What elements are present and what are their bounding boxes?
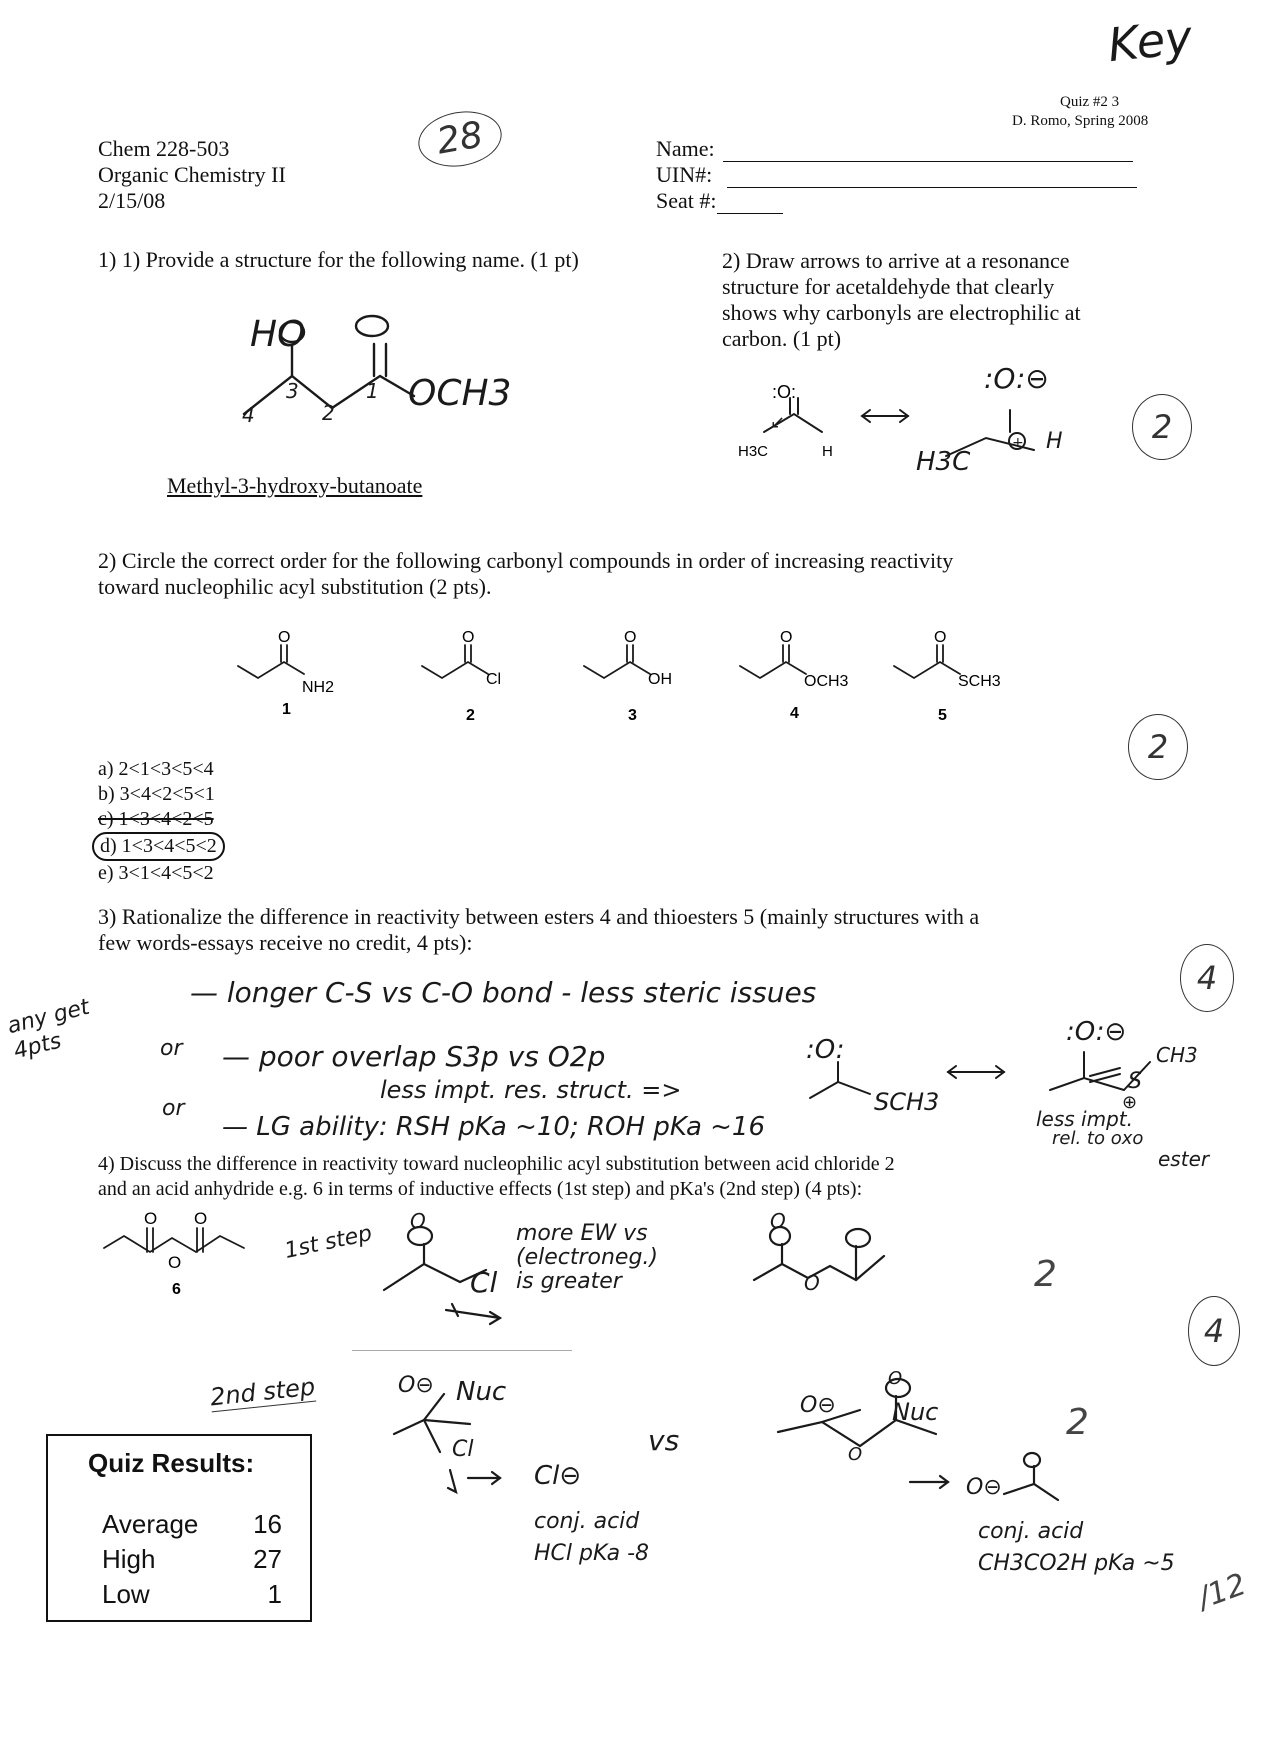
total-score: 28 [414, 105, 506, 173]
q3-o-left: :O: [806, 1035, 845, 1065]
step1-cl: Cl [470, 1266, 498, 1299]
name-field: Name: [656, 136, 1137, 162]
q2a-h: H [822, 443, 833, 460]
q4-grade: 4 [1188, 1296, 1240, 1366]
q2a-hand-h3c: H3C [916, 447, 971, 477]
q3-answer-line-1: — longer C-S vs C-O bond - less steric issues [190, 976, 817, 1009]
q3-margin-note: any get 4pts [4, 994, 93, 1065]
compound-4-number: 4 [790, 705, 799, 722]
compound-2-sub: Cl [486, 671, 502, 688]
step2-o-bridge: O [848, 1444, 863, 1465]
q2a-grade: 2 [1132, 394, 1192, 460]
step-divider [352, 1350, 572, 1351]
q2a-curved-arrow-mark: ↙ [770, 412, 786, 433]
q3-grade: 4 [1180, 944, 1234, 1012]
q1-och3-label: OCH3 [408, 373, 512, 414]
q2a-plus: + [1012, 435, 1024, 451]
compound-3-number: 3 [628, 707, 637, 724]
q2a-hand-h: H [1046, 429, 1063, 454]
step2-o-right: O⊖ [800, 1393, 836, 1418]
results-row-high: High 27 [102, 1544, 282, 1574]
q3-note-3: ester [1158, 1147, 1210, 1171]
quiz-results-box [46, 1434, 312, 1622]
q3-or-2: or [162, 1096, 185, 1121]
step2-nuc-right: Nuc [892, 1398, 939, 1426]
anhydride-o2: O [194, 1209, 208, 1228]
step2-o-top: O [888, 1368, 903, 1389]
step1-o2: O [770, 1209, 786, 1233]
compound-3-sub: OH [648, 671, 672, 688]
q3-s: S [1128, 1069, 1142, 1094]
q2a-h3c: H3C [738, 443, 769, 460]
compound-4-sub: OCH3 [804, 673, 849, 690]
compound-1-o: O [278, 629, 291, 646]
q1-answer-name: Methyl-3-hydroxy-butanoate [167, 473, 423, 498]
step2-nuc-left: Nuc [456, 1377, 507, 1407]
step2-vs: vs [648, 1424, 680, 1457]
seat-field: Seat #: [656, 188, 1137, 214]
key-annotation: Key [1105, 9, 1195, 73]
step2-grade: 2 [1066, 1402, 1089, 1443]
q1-carbon-4: 4 [242, 403, 255, 427]
quiz-author: D. Romo, Spring 2008 [1012, 113, 1149, 129]
step1-label: 1st step [282, 1221, 375, 1264]
q1-carbon-2: 2 [322, 401, 335, 425]
q3-sch3: SCH3 [874, 1088, 940, 1116]
q3-note-2: rel. to oxo [1052, 1128, 1144, 1149]
compound-2-o: O [462, 629, 475, 646]
q2b-grade: 2 [1128, 714, 1188, 780]
results-title: Quiz Results: [88, 1448, 255, 1478]
results-row-average: Average 16 [102, 1509, 282, 1539]
q3-ch3: CH3 [1156, 1043, 1198, 1067]
step2-o-left: O⊖ [398, 1373, 434, 1398]
results-table [102, 1507, 282, 1612]
choice-c[interactable]: c) 1<3<4<2<5 [98, 808, 214, 830]
choice-b[interactable]: b) 3<4<2<5<1 [98, 783, 215, 805]
course-number: Chem 228-503 [98, 136, 230, 161]
compound-1-sub: NH2 [302, 679, 335, 696]
course-name: Organic Chemistry II [98, 162, 286, 187]
choice-a[interactable]: a) 2<1<3<5<4 [98, 758, 214, 780]
anhydride-o-bridge: O [168, 1253, 182, 1272]
q2a-prompt: 2) Draw arrows to arrive at a resonance structure for acetaldehyde that clearly shows why carbonyls are electrophilic at carbon. (1 pt) [722, 248, 1081, 351]
q3-answer-line-2: — poor overlap S3p vs O2p [222, 1040, 606, 1073]
compound-5-sub: SCH3 [958, 673, 1001, 690]
anhydride-number: 6 [172, 1281, 181, 1298]
choice-e[interactable]: e) 3<1<4<5<2 [98, 862, 214, 884]
compound-3-o: O [624, 629, 637, 646]
step2-cl: Cl [452, 1437, 474, 1462]
q1-ho-label: HO [250, 314, 306, 355]
q2b-prompt: 2) Circle the correct order for the following carbonyl compounds in order of increasing reactivity toward nucleophilic acyl substitution (2 pts). [98, 548, 954, 599]
step1-o3: O [804, 1271, 820, 1295]
q2a-o-left: :O: [772, 382, 797, 402]
q4-prompt: 4) Discuss the difference in reactivity toward nucleophilic acyl substitution between acid chloride 2 and an acid anhydride e.g. 6 in terms of inductive effects (1st step) and pKa's (2nd step) (4 pts): [98, 1153, 895, 1200]
results-row-low: Low 1 [102, 1579, 282, 1609]
q1-carbon-3: 3 [286, 379, 299, 403]
quiz-date: 2/15/08 [98, 188, 166, 213]
q2a-o-right: :O:⊖ [984, 362, 1049, 395]
step1-note: more EW vs (electroneg.) is greater [516, 1221, 659, 1294]
compound-5-o: O [934, 629, 947, 646]
quiz-number: Quiz #2 3 [1060, 94, 1120, 110]
step2-cl-minus: Cl⊖ [534, 1461, 582, 1491]
uin-field: UIN#: [656, 162, 1137, 188]
q3-or-1: or [160, 1036, 183, 1061]
q1-prompt: 1) 1) Provide a structure for the following name. (1 pt) [98, 247, 579, 272]
q3-answer-line-3: less impt. res. struct. => [380, 1076, 682, 1104]
q3-note-1: less impt. [1036, 1107, 1133, 1131]
compound-2-number: 2 [466, 707, 475, 724]
compound-1-number: 1 [282, 701, 291, 718]
step2-label: 2nd step [208, 1372, 317, 1412]
q3-prompt: 3) Rationalize the difference in reactivity between esters 4 and thioesters 5 (mainly structures with a few words-essays receive no credit, 4 pts): [98, 904, 980, 955]
choice-d[interactable]: d) 1<3<4<5<2 [92, 832, 225, 861]
q1-carbon-1: 1 [366, 379, 379, 403]
q3-o-right: :O:⊖ [1066, 1017, 1127, 1047]
step2-left-notes: conj. acid HCl pKa -8 [534, 1509, 650, 1566]
compound-4-o: O [780, 629, 793, 646]
step2-carboxylate: O⊖ [966, 1475, 1002, 1500]
q3-answer-line-4: — LG ability: RSH pKa ~10; ROH pKa ~16 [222, 1112, 766, 1142]
anhydride-o1: O [144, 1209, 158, 1228]
q4-total: /12 [1193, 1566, 1251, 1617]
step1-grade: 2 [1034, 1254, 1057, 1295]
step1-o1: O [410, 1209, 426, 1233]
compound-5-number: 5 [938, 707, 947, 724]
q3-plus: ⊕ [1122, 1092, 1138, 1113]
step2-right-notes: conj. acid CH3CO2H pKa ~5 [978, 1519, 1175, 1576]
